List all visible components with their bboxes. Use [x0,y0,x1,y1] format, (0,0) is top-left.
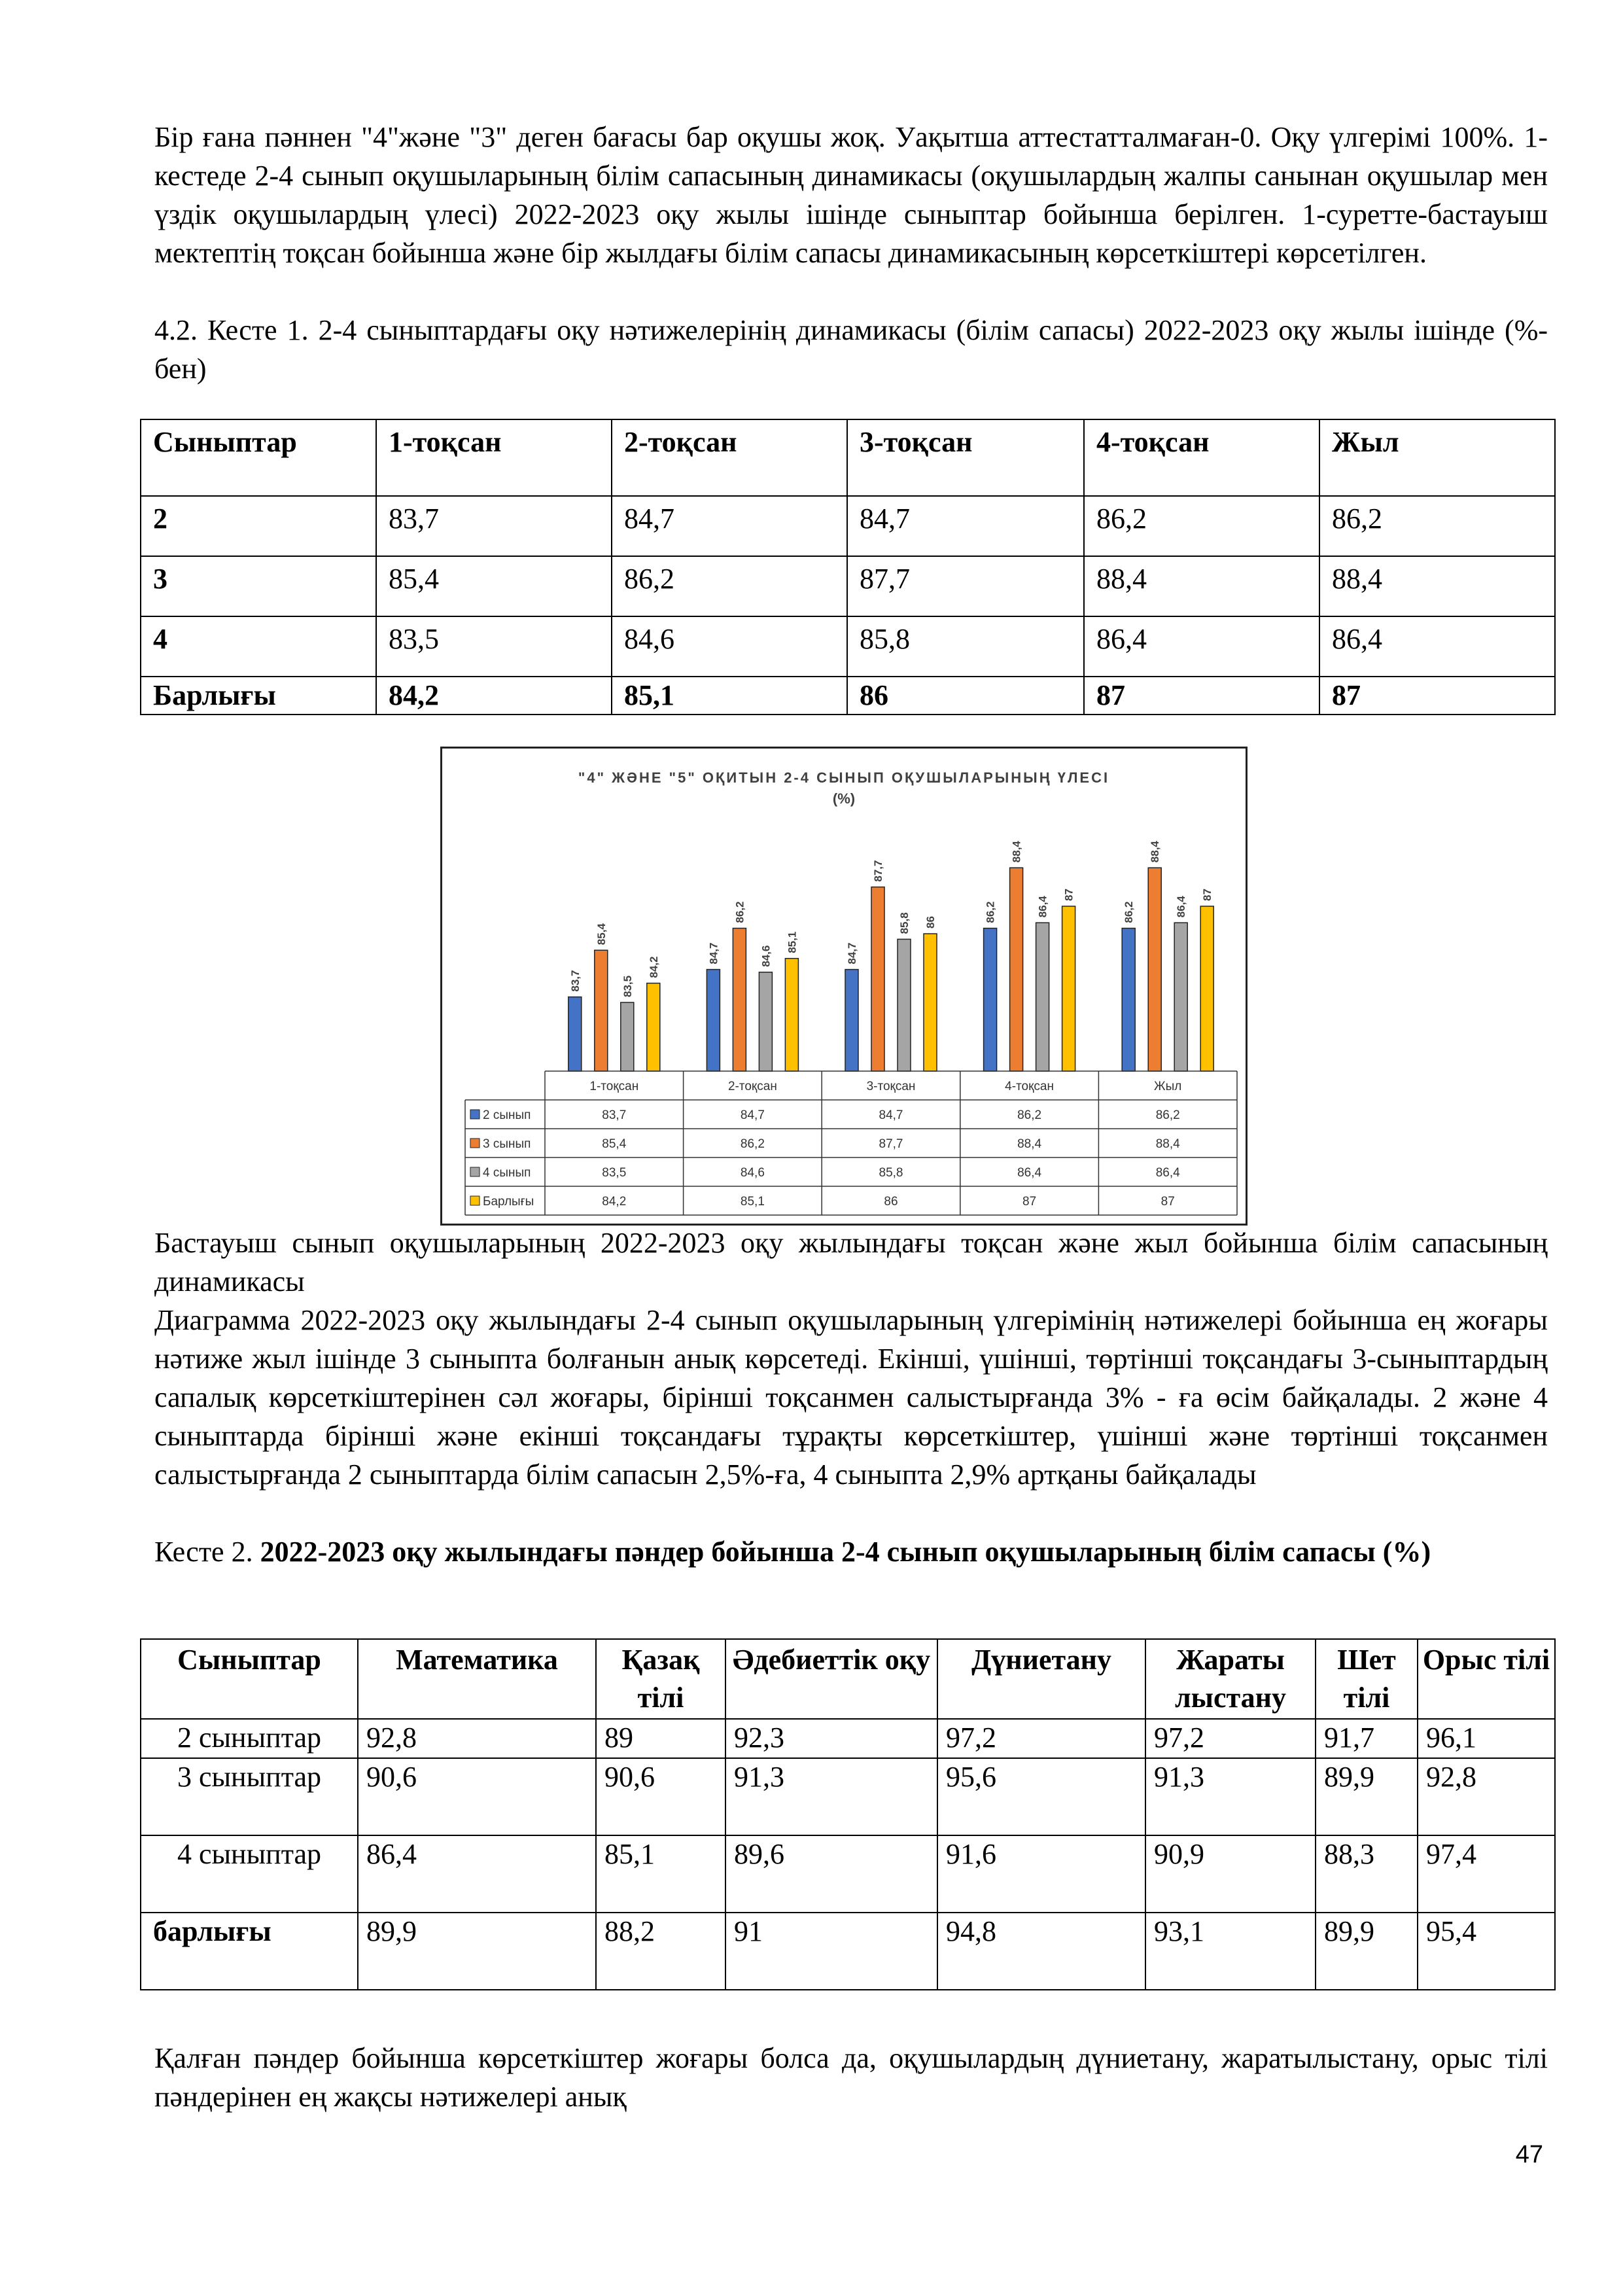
legend-swatch [470,1196,480,1205]
table2-cell: 91,3 [725,1758,937,1835]
table-row [141,677,1555,715]
table1-cell: 83,7 [376,496,612,556]
table1-row-label: 4 [141,616,376,677]
table-row [141,1835,1555,1913]
table2-cell: 92,8 [1418,1758,1555,1835]
table2-header-cell: Орыс тілі [1418,1639,1555,1719]
table1-header-row [141,419,1555,496]
bar-3-сынып [595,950,608,1071]
bar-Барлығы [1062,906,1075,1071]
chart-table-value: 86,2 [1155,1108,1180,1122]
chart-subtitle: (%) [832,790,856,807]
page-number: 47 [1515,2141,1543,2168]
table2-cell: 88,2 [596,1913,725,1990]
bar-4-сынып [621,1002,634,1071]
table2-cell: 95,6 [937,1758,1145,1835]
table1-cell: 86,2 [1084,496,1319,556]
closing-paragraph: Қалған пәндер бойынша көрсеткіштер жоғары болса да, оқушылардың дүниетану, жаратылыстану, орыс тілі пәндерінен ең жақсы нәтижелері анық [154,2042,1548,2113]
bar-data-label: 87 [1201,889,1214,901]
table2-cell: 93,1 [1145,1913,1316,1990]
table1-cell: 84,7 [612,496,847,556]
chart-title: "4" ЖӘНЕ "5" ОҚИТЫН 2-4 СЫНЫП ОҚУШЫЛАРЫНЫҢ ҮЛЕСІ [578,769,1110,786]
table2-cell: 89,9 [358,1913,596,1990]
bar-Барлығы [647,983,660,1071]
table1-cell: 84,7 [847,496,1084,556]
table2-cell: 91,3 [1145,1758,1316,1835]
bar-4-сынып [1036,923,1049,1071]
chart-table-value: 83,7 [602,1108,627,1122]
table1-row-label: 3 [141,556,376,616]
chart-table-value: 86,4 [1155,1166,1180,1180]
bar-data-label: 84,7 [846,942,858,964]
table2 [140,1638,1556,1990]
bar-Барлығы [785,959,798,1071]
chart-table-value: 85,8 [879,1166,903,1180]
table1-header-cell: 2-тоқсан [612,419,847,496]
table1-cell: 86,4 [1319,616,1555,677]
bar-data-label: 85,1 [786,931,799,953]
table2-cell: 91,6 [937,1835,1145,1913]
bar-2-сынып [707,970,720,1071]
legend-swatch [470,1167,480,1176]
table2-cell: 91 [725,1913,937,1990]
bar-data-label: 86,4 [1036,896,1049,918]
bar-data-label: 84,2 [647,956,660,978]
table2-row-label: 2 сыныптар [141,1719,358,1758]
bar-2-сынып [845,970,858,1071]
table2-header-cell: Сыныптар [141,1639,358,1719]
table2-cell: 97,4 [1418,1835,1555,1913]
chart-table-value: 84,7 [740,1108,765,1122]
table2-cell: 88,3 [1316,1835,1418,1913]
table2-caption-title: 2022-2023 оқу жылындағы пәндер бойынша 2-4 сынып оқушыларының білім сапасы (%) [260,1536,1431,1568]
table-row [141,1758,1555,1835]
category-label: 4-тоқсан [1005,1080,1055,1093]
category-label: 3-тоқсан [866,1080,916,1093]
table-row [141,496,1555,556]
bar-data-label: 86,4 [1175,896,1188,918]
table1-header-cell: Сыныптар [141,419,376,496]
table1-total-cell: 87 [1084,677,1319,715]
table2-cell: 95,4 [1418,1913,1555,1990]
bar-data-label: 87,7 [872,860,884,882]
table2-cell: 89,6 [725,1835,937,1913]
bar-data-label: 83,7 [568,970,582,992]
bar-Барлығы [924,934,937,1071]
bar-2-сынып [568,997,582,1071]
table1-cell: 88,4 [1084,556,1319,616]
bar-3-сынып [1148,868,1161,1071]
table2-row-label: 3 сыныптар [141,1758,358,1835]
legend-label: 3 сынып [483,1137,531,1151]
table1-cell: 83,5 [376,616,612,677]
chart-table-value: 84,6 [740,1166,765,1180]
chart-table-value: 88,4 [1017,1137,1042,1151]
quality-bar-chart [442,749,1246,1224]
table1 [140,419,1556,715]
bar-data-label: 86,2 [984,901,997,923]
table1-cell: 84,6 [612,616,847,677]
bar-data-label: 88,4 [1010,841,1023,863]
bar-data-label: 85,4 [595,923,608,945]
table1-cell: 88,4 [1319,556,1555,616]
table2-cell: 97,2 [1145,1719,1316,1758]
legend-label: 2 сынып [483,1108,531,1122]
table-row [141,556,1555,616]
table2-cell: 86,4 [358,1835,596,1913]
table2-cell: 94,8 [937,1913,1145,1990]
table2-cell: 91,7 [1316,1719,1418,1758]
table2-total-label: барлығы [141,1913,358,1990]
table1-row-label: 2 [141,496,376,556]
category-label: 2-тоқсан [727,1080,777,1093]
bar-data-label: 86 [924,916,937,928]
table2-header-cell: Математика [358,1639,596,1719]
category-label: Жыл [1154,1080,1182,1093]
legend-label: Барлығы [483,1195,534,1209]
bar-3-сынып [871,887,884,1071]
bar-4-сынып [1174,923,1187,1071]
bar-data-label: 84,6 [759,945,773,967]
bar-3-сынып [733,928,746,1071]
table2-header-cell: Қазақ тілі [596,1639,725,1719]
table1-header-cell: 4-тоқсан [1084,419,1319,496]
bar-4-сынып [759,972,772,1071]
chart-table-value: 86,4 [1017,1166,1042,1180]
table2-header-cell: Әдебиеттік оқу [725,1639,937,1719]
table2-cell: 89,9 [1316,1758,1418,1835]
category-label: 1-тоқсан [589,1080,639,1093]
chart-table-value: 85,4 [602,1137,627,1151]
legend-label: 4 сынып [483,1166,531,1180]
table2-cell: 85,1 [596,1835,725,1913]
table2-cell: 89,9 [1316,1913,1418,1990]
bar-data-label: 83,5 [621,975,634,997]
table1-total-cell: 87 [1319,677,1555,715]
chart-table-value: 84,2 [602,1195,627,1209]
bar-3-сынып [1010,868,1023,1071]
table1-total-cell: 84,2 [376,677,612,715]
table1-caption: 4.2. Кесте 1. 2-4 сыныптардағы оқу нәтижелерінің динамикасы (білім сапасы) 2022-2023 оқу жылы ішінде (%-бен) [154,314,1548,385]
table2-header-row [141,1639,1555,1719]
table1-cell: 86,4 [1084,616,1319,677]
table-row [141,1913,1555,1990]
bar-Барлығы [1200,906,1213,1071]
table1-total-cell: 86 [847,677,1084,715]
table2-header-cell: Дүниетану [937,1639,1145,1719]
bar-data-label: 86,2 [733,901,746,923]
table1-cell: 85,4 [376,556,612,616]
chart-table-value: 86 [884,1195,898,1209]
table2-cell: 97,2 [937,1719,1145,1758]
table2-cell: 96,1 [1418,1719,1555,1758]
bar-2-сынып [1122,928,1135,1071]
bar-data-label: 84,7 [707,942,720,964]
chart-table-value: 87 [1022,1195,1037,1209]
table1-total-cell: 85,1 [612,677,847,715]
chart-table-value: 88,4 [1155,1137,1180,1151]
chart-table-value: 84,7 [879,1108,903,1122]
table-row [141,616,1555,677]
chart-frame [440,747,1248,1226]
table2-cell: 89 [596,1719,725,1758]
table2-cell: 90,6 [358,1758,596,1835]
chart-table-value: 86,2 [740,1137,765,1151]
table1-cell: 85,8 [847,616,1084,677]
table-row [141,1719,1555,1758]
legend-swatch [470,1139,480,1148]
table1-cell: 86,2 [612,556,847,616]
chart-table-value: 87,7 [879,1137,903,1151]
legend-swatch [470,1110,480,1119]
table1-header-cell: Жыл [1319,419,1555,496]
chart-table-value: 87 [1161,1195,1175,1209]
table2-caption [154,1532,1548,1571]
chart-caption: Бастауыш сынып оқушыларының 2022-2023 оқу жылындағы тоқсан және жыл бойынша білім сапасының динамикасы [154,1227,1548,1298]
table1-header-cell: 1-тоқсан [376,419,612,496]
table2-cell: 90,9 [1145,1835,1316,1913]
table2-row-label: 4 сыныптар [141,1835,358,1913]
table2-cell: 90,6 [596,1758,725,1835]
table1-cell: 87,7 [847,556,1084,616]
bar-data-label: 87 [1062,889,1075,901]
chart-table-value: 85,1 [740,1195,765,1209]
table2-caption-prefix: Кесте 2. [154,1536,260,1568]
bar-4-сынып [898,939,911,1071]
chart-table-value: 86,2 [1017,1108,1042,1122]
chart-table-value: 83,5 [602,1166,627,1180]
bar-2-сынып [984,928,997,1071]
intro-paragraph: Бір ғана пәннен "4"және "3" деген бағасы бар оқушы жоқ. Уақытша аттестатталмаған-0. Оқу үлгерімі 100%. 1-кестеде 2-4 сынып оқушыларының білім сапасының динамикасы (оқушылардың жалпы санынан оқушылар мен үздік оқушылардың үлесі) 2022-2023 оқу жылы ішінде сыныптар бойынша берілген. 1-суретте-бастауыш мектептің тоқсан бойынша және бір жылдағы білім сапасы динамикасының көрсеткіштері көрсетілген. [154,121,1548,269]
table2-header-cell: Жараты лыстану [1145,1639,1316,1719]
table1-header-cell: 3-тоқсан [847,419,1084,496]
table2-cell: 92,3 [725,1719,937,1758]
bar-data-label: 85,8 [898,912,911,934]
table1-total-label: Барлығы [141,677,376,715]
table2-header-cell: Шет тілі [1316,1639,1418,1719]
bar-data-label: 88,4 [1149,841,1162,863]
analysis-paragraph: Диаграмма 2022-2023 оқу жылындағы 2-4 сынып оқушыларының үлгерімінің нәтижелері бойынша ең жоғары нәтиже жыл ішінде 3 сыныпта болғанын анық көрсетеді. Екінші, үшінші, төртінші тоқсандағы 3-сыныптардың сапалық көрсеткіштерінен сәл жоғары, бірінші тоқсанмен салыстырғанда 3% - ға өсім байқалады. 2 және 4 сыныптарда бірінші және екінші тоқсандағы тұрақты көрсеткіштер, үшінші және төртінші тоқсанмен салыстырғанда 2 сыныптарда білім сапасын 2,5%-ға, 4 сыныпта 2,9% артқаны байқалады [154,1304,1548,1491]
table1-cell: 86,2 [1319,496,1555,556]
table2-cell: 92,8 [358,1719,596,1758]
bar-data-label: 86,2 [1123,901,1136,923]
